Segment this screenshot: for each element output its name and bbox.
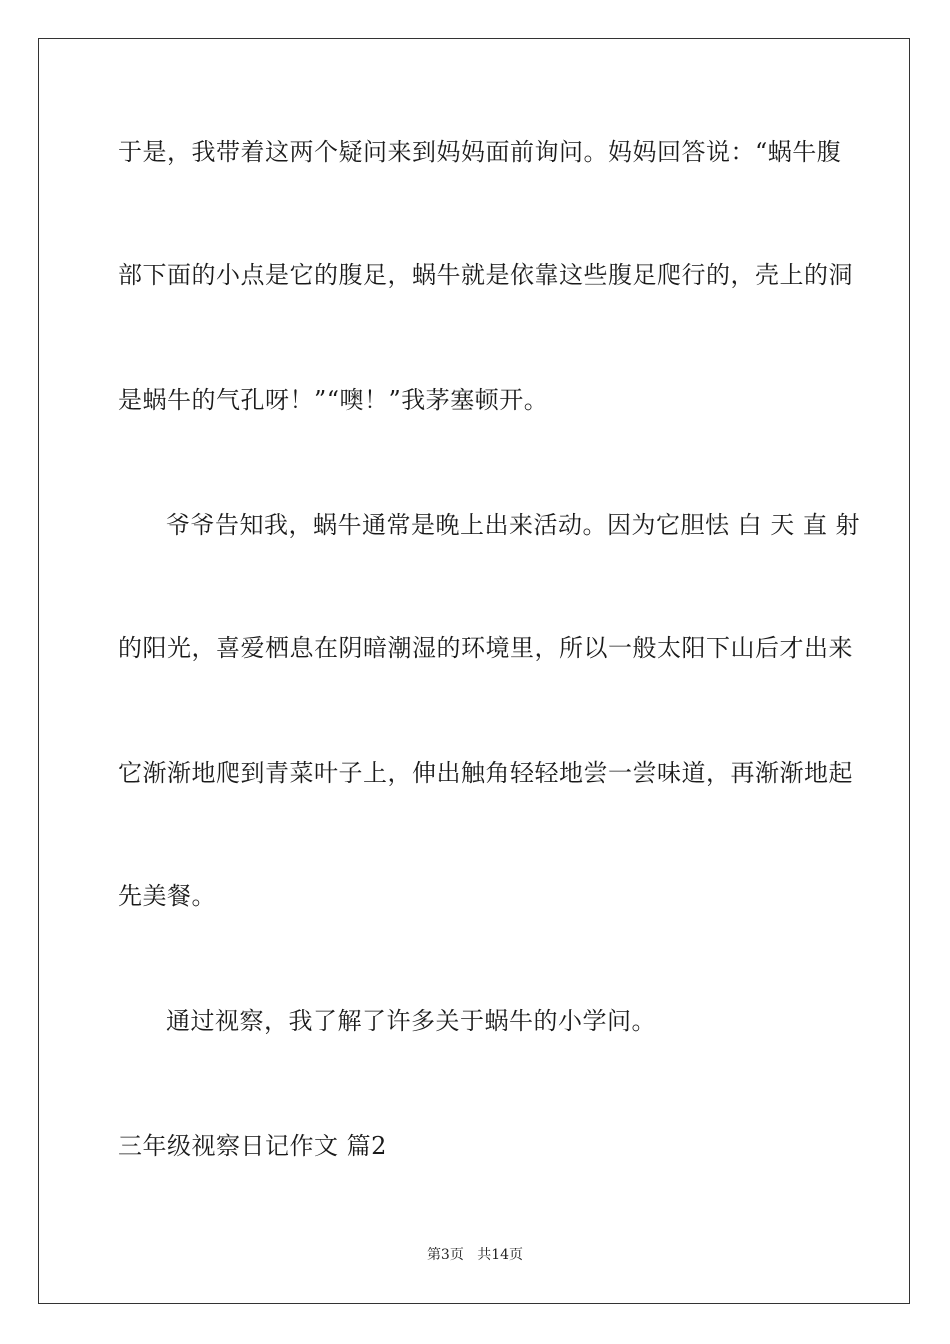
paragraph-line: 于是，我带着这两个疑问来到妈妈面前询问。妈妈回答说：“蜗牛腹 <box>118 138 842 166</box>
paragraph-line: 通过视察，我了解了许多关于蜗牛的小学问。 <box>166 1007 656 1035</box>
paragraph-line: 它渐渐地爬到青菜叶子上，伸出触角轻轻地尝一尝味道，再渐渐地起 <box>118 759 853 787</box>
page-number: 第3页 <box>426 1247 464 1263</box>
section-heading: 三年级视察日记作文 篇2 <box>118 1132 387 1160</box>
paragraph-line: 先美餐。 <box>118 882 216 910</box>
paragraph-line: 爷爷告知我，蜗牛通常是晚上出来活动。因为它胆怯 白 天 直 射 <box>166 511 861 539</box>
page-border <box>38 38 910 1304</box>
page-total: 共14页 <box>477 1247 524 1263</box>
page-footer <box>0 1246 950 1264</box>
paragraph-line: 的阳光，喜爱栖息在阴暗潮湿的环境里，所以一般太阳下山后才出来 <box>118 634 853 662</box>
paragraph-line: 是蜗牛的气孔呀！”“噢！”我茅塞顿开。 <box>118 386 549 414</box>
paragraph-line: 部下面的小点是它的腹足，蜗牛就是依靠这些腹足爬行的，壳上的洞 <box>118 261 853 289</box>
